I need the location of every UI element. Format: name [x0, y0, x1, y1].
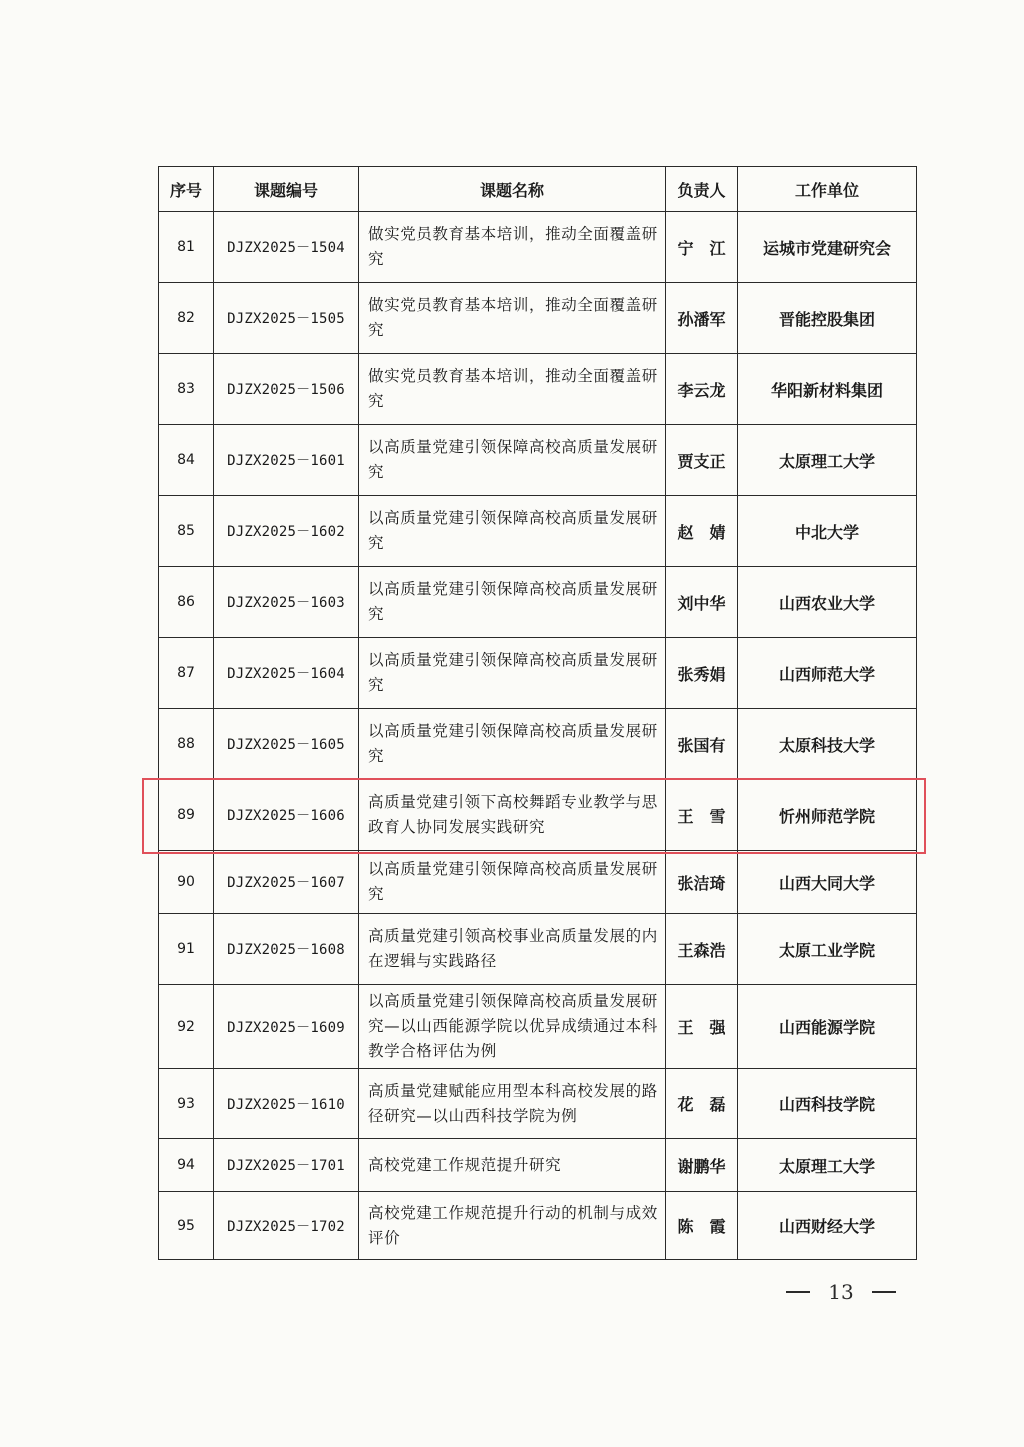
- header-code: 课题编号: [214, 167, 359, 212]
- cell-code: DJZX2025－1605: [214, 709, 359, 780]
- cell-no: 86: [159, 567, 214, 638]
- cell-title: 做实党员教育基本培训，推动全面覆盖研究: [359, 212, 666, 283]
- table-row: [159, 638, 917, 709]
- cell-person: 赵 婧: [666, 496, 738, 567]
- cell-person: 王 强: [666, 985, 738, 1069]
- cell-unit: 太原理工大学: [738, 425, 917, 496]
- cell-unit: 忻州师范学院: [738, 780, 917, 851]
- cell-no: 95: [159, 1192, 214, 1260]
- cell-title: 做实党员教育基本培训，推动全面覆盖研究: [359, 354, 666, 425]
- table-header-row: [159, 167, 917, 212]
- table-row-highlighted: [159, 780, 917, 851]
- page-number: [786, 1278, 896, 1306]
- page-number-text: 13: [828, 1280, 854, 1304]
- cell-code: DJZX2025－1608: [214, 914, 359, 985]
- cell-unit: 中北大学: [738, 496, 917, 567]
- cell-title: 高质量党建赋能应用型本科高校发展的路径研究—以山西科技学院为例: [359, 1069, 666, 1139]
- project-table: [158, 166, 917, 1260]
- table-row: [159, 914, 917, 985]
- cell-title: 以高质量党建引领保障高校高质量发展研究: [359, 567, 666, 638]
- cell-code: DJZX2025－1701: [214, 1139, 359, 1192]
- cell-code: DJZX2025－1504: [214, 212, 359, 283]
- cell-unit: 山西能源学院: [738, 985, 917, 1069]
- cell-no: 94: [159, 1139, 214, 1192]
- dash-right: [872, 1291, 896, 1293]
- cell-title: 高校党建工作规范提升研究: [359, 1139, 666, 1192]
- cell-person: 刘中华: [666, 567, 738, 638]
- table-row: [159, 709, 917, 780]
- cell-person: 花 磊: [666, 1069, 738, 1139]
- cell-code: DJZX2025－1601: [214, 425, 359, 496]
- cell-title: 以高质量党建引领保障高校高质量发展研究: [359, 709, 666, 780]
- table-row: [159, 496, 917, 567]
- cell-code: DJZX2025－1603: [214, 567, 359, 638]
- cell-unit: 山西师范大学: [738, 638, 917, 709]
- cell-code: DJZX2025－1505: [214, 283, 359, 354]
- cell-person: 张国有: [666, 709, 738, 780]
- cell-person: 谢鹏华: [666, 1139, 738, 1192]
- cell-code: DJZX2025－1604: [214, 638, 359, 709]
- cell-no: 87: [159, 638, 214, 709]
- cell-no: 90: [159, 851, 214, 914]
- cell-unit: 运城市党建研究会: [738, 212, 917, 283]
- table-row: [159, 1192, 917, 1260]
- cell-code: DJZX2025－1606: [214, 780, 359, 851]
- cell-unit: 山西农业大学: [738, 567, 917, 638]
- cell-title: 以高质量党建引领保障高校高质量发展研究: [359, 496, 666, 567]
- cell-no: 81: [159, 212, 214, 283]
- cell-no: 83: [159, 354, 214, 425]
- cell-code: DJZX2025－1702: [214, 1192, 359, 1260]
- cell-code: DJZX2025－1506: [214, 354, 359, 425]
- cell-unit: 山西科技学院: [738, 1069, 917, 1139]
- cell-unit: 太原理工大学: [738, 1139, 917, 1192]
- cell-unit: 太原工业学院: [738, 914, 917, 985]
- cell-no: 88: [159, 709, 214, 780]
- header-person: 负责人: [666, 167, 738, 212]
- cell-no: 82: [159, 283, 214, 354]
- cell-title: 高质量党建引领高校事业高质量发展的内在逻辑与实践路径: [359, 914, 666, 985]
- table-row: [159, 425, 917, 496]
- table-row: [159, 985, 917, 1069]
- header-title: 课题名称: [359, 167, 666, 212]
- cell-title: 以高质量党建引领保障高校高质量发展研究—以山西能源学院以优异成绩通过本科教学合格评估为例: [359, 985, 666, 1069]
- table-row: [159, 212, 917, 283]
- cell-no: 85: [159, 496, 214, 567]
- cell-person: 宁 江: [666, 212, 738, 283]
- cell-title: 以高质量党建引领保障高校高质量发展研究: [359, 851, 666, 914]
- header-no: 序号: [159, 167, 214, 212]
- cell-title: 做实党员教育基本培训，推动全面覆盖研究: [359, 283, 666, 354]
- cell-person: 王 雪: [666, 780, 738, 851]
- cell-unit: 华阳新材料集团: [738, 354, 917, 425]
- cell-no: 92: [159, 985, 214, 1069]
- table-row: [159, 1139, 917, 1192]
- table-row: [159, 851, 917, 914]
- table-row: [159, 1069, 917, 1139]
- cell-person: 李云龙: [666, 354, 738, 425]
- cell-no: 93: [159, 1069, 214, 1139]
- cell-person: 张洁琦: [666, 851, 738, 914]
- cell-unit: 山西大同大学: [738, 851, 917, 914]
- table-row: [159, 354, 917, 425]
- table-row: [159, 283, 917, 354]
- cell-title: 以高质量党建引领保障高校高质量发展研究: [359, 425, 666, 496]
- cell-unit: 山西财经大学: [738, 1192, 917, 1260]
- cell-unit: 晋能控股集团: [738, 283, 917, 354]
- cell-title: 高校党建工作规范提升行动的机制与成效评价: [359, 1192, 666, 1260]
- cell-person: 贾支正: [666, 425, 738, 496]
- cell-code: DJZX2025－1609: [214, 985, 359, 1069]
- dash-left: [786, 1291, 810, 1293]
- cell-unit: 太原科技大学: [738, 709, 917, 780]
- header-unit: 工作单位: [738, 167, 917, 212]
- cell-person: 孙潘军: [666, 283, 738, 354]
- cell-code: DJZX2025－1602: [214, 496, 359, 567]
- cell-code: DJZX2025－1607: [214, 851, 359, 914]
- cell-person: 王森浩: [666, 914, 738, 985]
- cell-person: 陈 霞: [666, 1192, 738, 1260]
- cell-no: 89: [159, 780, 214, 851]
- cell-title: 以高质量党建引领保障高校高质量发展研究: [359, 638, 666, 709]
- table-row: [159, 567, 917, 638]
- cell-code: DJZX2025－1610: [214, 1069, 359, 1139]
- cell-no: 84: [159, 425, 214, 496]
- cell-title: 高质量党建引领下高校舞蹈专业教学与思政育人协同发展实践研究: [359, 780, 666, 851]
- cell-person: 张秀娟: [666, 638, 738, 709]
- cell-no: 91: [159, 914, 214, 985]
